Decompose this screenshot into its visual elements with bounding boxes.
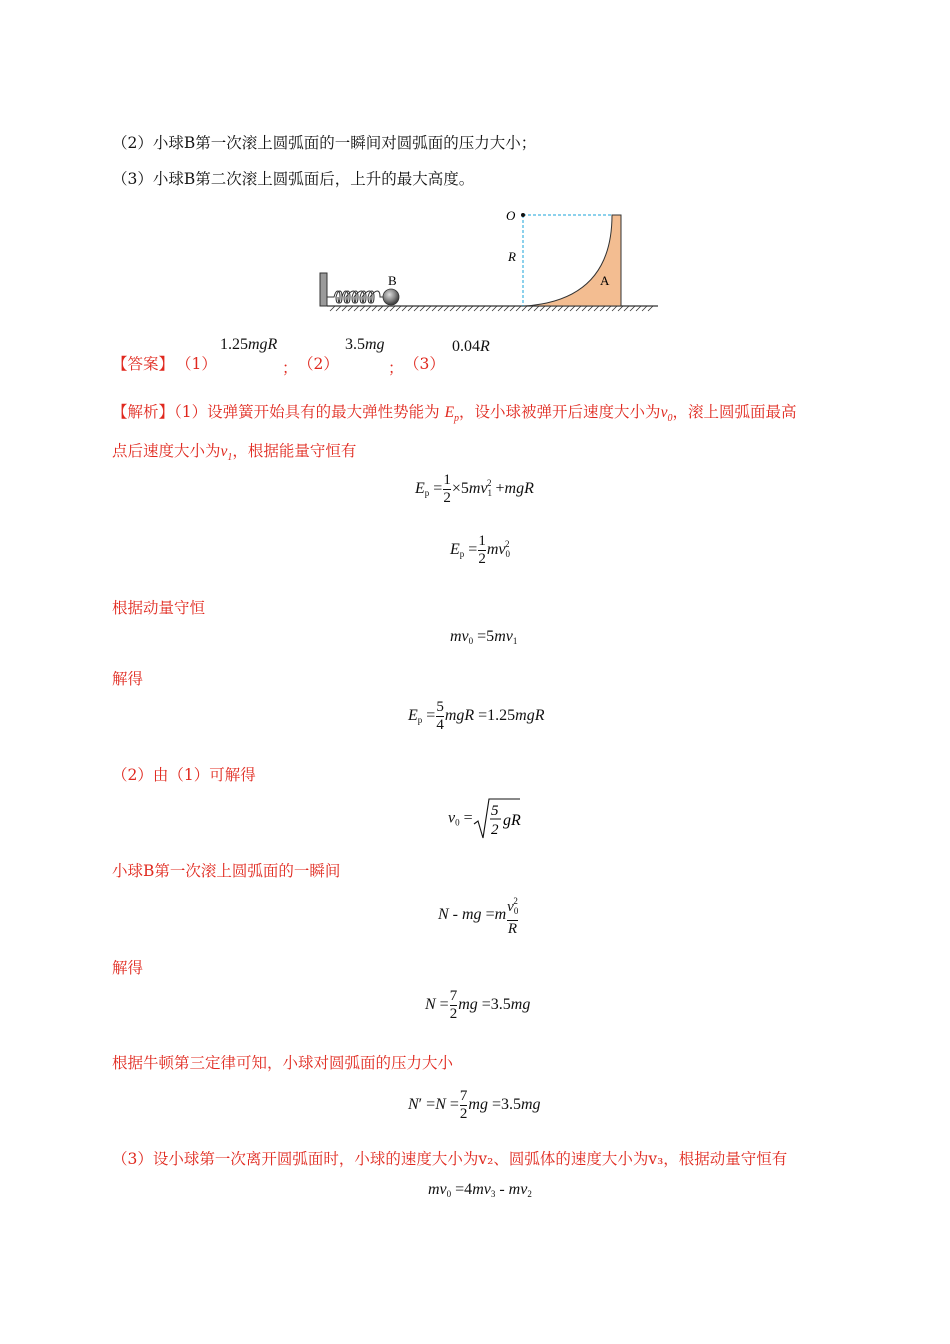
svg-text:5: 5 <box>490 803 499 819</box>
answer-part2-label: （2） <box>298 355 339 373</box>
label-r: R <box>508 249 516 264</box>
text-momentum: 根据动量守恒 <box>112 599 206 617</box>
answer-part1-label: （1） <box>176 355 217 373</box>
equation-1: $E_p$ = $\frac{1}{2}$ $\times 5mv_1^2 +mgR$ <box>415 472 534 506</box>
answer-value-3: 0.04R <box>452 338 490 355</box>
text-solve-1: 解得 <box>112 670 144 688</box>
text-solve-2: 解得 <box>112 959 144 977</box>
text-newton: 根据牛顿第三定律可知，小球对圆弧面的压力大小 <box>112 1054 454 1072</box>
equation-4: $E_p$ = $\frac{5}{4}$ mgR =1.25mgR <box>408 699 545 733</box>
block-a <box>525 215 621 306</box>
spring <box>327 291 384 303</box>
equation-7: N = $\frac{7}{2}$ mg =3.5mg <box>425 988 531 1022</box>
equation-5: $v_0$ = 5 2 gR <box>448 796 521 842</box>
text-instant: 小球B第一次滚上圆弧面的一瞬间 <box>112 862 341 880</box>
physics-figure <box>300 195 670 320</box>
equation-3: $mv_0 =5mv_1$ <box>450 628 518 646</box>
svg-text:2: 2 <box>490 822 499 838</box>
question-2: （2）小球B第一次滚上圆弧面的一瞬间对圆弧面的压力大小； <box>112 134 537 152</box>
analysis-line-2: 点后速度大小为$v_1$，根据能量守恒有 <box>112 442 357 464</box>
text-part-3: （3）设小球第一次离开圆弧面时，小球的速度大小为v₂、圆弧体的速度大小为v₃，根据动量守恒有 <box>112 1150 788 1168</box>
answer-sep-1: ； <box>282 359 298 377</box>
equation-2: $E_p$ = $\frac{1}{2}$ $mv_0^2$ <box>450 533 510 567</box>
question-3: （3）小球B第二次滚上圆弧面后，上升的最大高度。 <box>112 170 475 188</box>
answer-part3-label: （3） <box>404 355 445 373</box>
svg-text:gR: gR <box>502 812 521 829</box>
answer-value-2: 3.5mg <box>345 336 385 353</box>
equation-6: N - mg =m $\frac{v_0^2}{R}$ <box>438 896 519 937</box>
answer-label: 【答案】 <box>112 355 175 373</box>
sqrt-sign <box>473 796 521 842</box>
label-b: B <box>388 273 397 288</box>
wall <box>320 273 327 306</box>
answer-value-1: 1.25mgR <box>220 336 278 353</box>
analysis-line-1: 【解析】（1）设弹簧开始具有的最大弹性势能为 $E_p$，设小球被弹开后速度大小为$v_0$，滚上圆弧面最高 <box>112 403 797 425</box>
equation-9: $mv_0 =4mv_3 - mv_2$ <box>428 1181 532 1199</box>
ground-hatch <box>330 306 653 311</box>
label-o: O <box>506 208 516 223</box>
ball-b <box>383 289 399 305</box>
center-o-dot <box>521 213 525 217</box>
analysis-label: 【解析】 <box>112 403 175 421</box>
label-a: A <box>600 273 610 288</box>
equation-8: N′ =N = $\frac{7}{2}$ mg =3.5mg <box>408 1088 541 1122</box>
answer-sep-2: ； <box>388 359 404 377</box>
text-part-2: （2）由（1）可解得 <box>112 766 256 784</box>
